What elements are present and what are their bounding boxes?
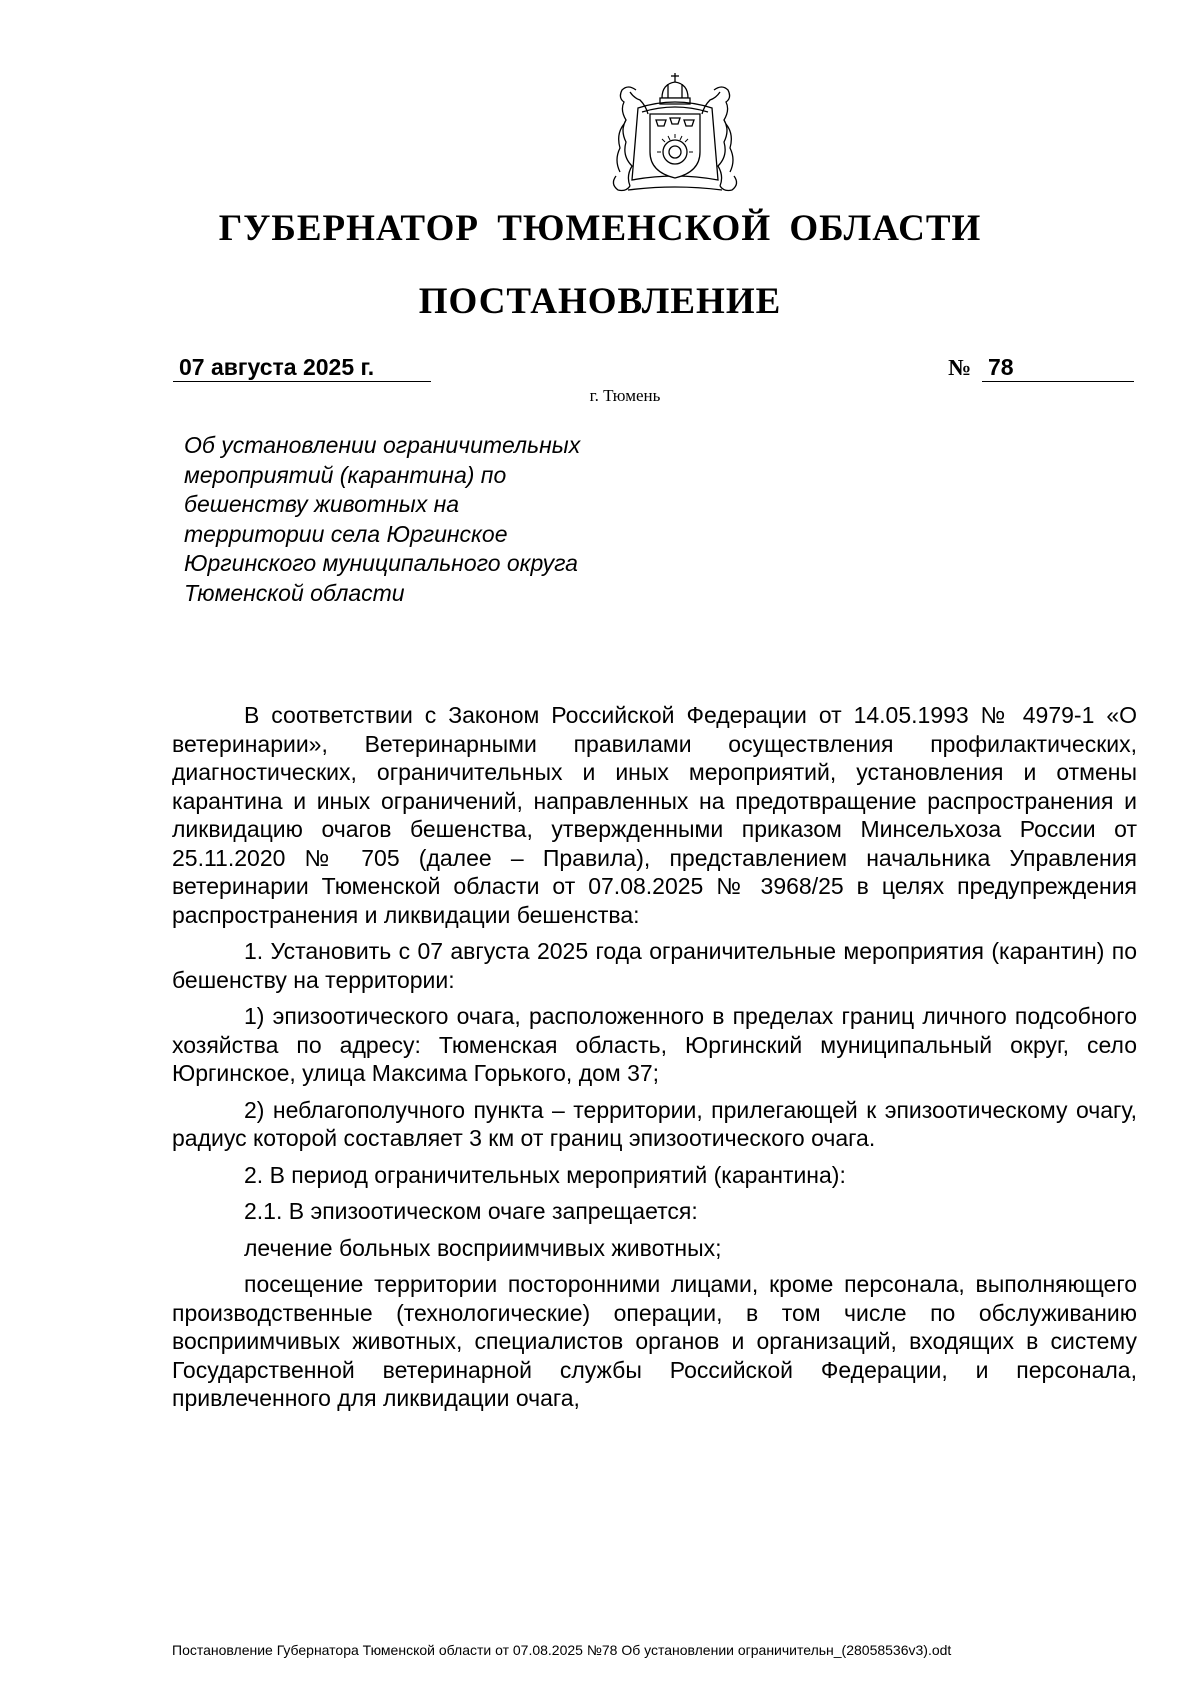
document-date: 07 августа 2025 г. — [173, 354, 431, 382]
subject-line: Юргинского муниципального округа — [184, 550, 578, 576]
body-paragraph: 1) эпизоотического очага, расположенного в пределах границ личного подсобного хозяйства по адресу: Тюменская область, Юргинский муниципальный округ, село Юргинское, улица Максима Горького, дом 37; — [172, 1003, 1137, 1086]
body-paragraph: лечение больных восприимчивых животных; — [244, 1234, 722, 1261]
document-subject — [184, 431, 654, 608]
file-footer: Постановление Губернатора Тюменской области от 07.08.2025 №78 Об установлении ограничительн_(28058536v3).odt — [172, 1642, 952, 1658]
subject-line: территории села Юргинское — [184, 520, 508, 547]
authority-title: ГУБЕРНАТОР ТЮМЕНСКОЙ ОБЛАСТИ — [218, 208, 982, 249]
document-type-title: ПОСТАНОВЛЕНИЕ — [418, 281, 782, 322]
body-paragraph: 2.1. В эпизоотическом очаге запрещается: — [244, 1198, 698, 1224]
subject-line: Об установлении ограничительных — [184, 432, 581, 458]
subject-line: мероприятий (карантина) по — [184, 461, 507, 488]
number-sign: № — [948, 355, 972, 380]
issue-city: г. Тюмень — [589, 386, 661, 405]
subject-line: бешенству животных на — [184, 491, 460, 517]
body-paragraph: 1. Установить с 07 августа 2025 года ограничительные мероприятия (карантин) по бешенству на территории: — [172, 938, 1137, 993]
body-paragraph: 2. В период ограничительных мероприятий (карантина): — [244, 1161, 846, 1188]
document-number: 78 — [982, 354, 1134, 382]
body-paragraph: 2) неблагополучного пункта – территории, прилегающей к эпизоотическому очагу, радиус которой составляет 3 км от границ эпизоотического очага. — [172, 1096, 1137, 1151]
coat-of-arms-icon — [590, 68, 760, 198]
document-body — [172, 701, 1137, 1421]
body-paragraph: посещение территории посторонними лицами, кроме персонала, выполняющего производственные (технологические) операции, в том числе по обслуживанию восприимчивых животных, специалистов органов и организаций, входящих в систему Государственной ветеринарной службы Российской Федерации, и персонала, привлеченного для ликвидации очага, — [172, 1271, 1137, 1411]
preamble-paragraph: В соответствии с Законом Российской Федерации от 14.05.1993 № 4979-1 «О ветеринарии», Ветеринарными правилами осуществления профилактических, диагностических, ограничительных и иных мероприятий, установления и отмены карантина и иных ограничений, направленных на предотвращение распространения и ликвидацию очагов бешенства, утвержденными приказом Минсельхоза России от 25.11.2020 № 705 (далее – Правила), представлением начальника Управления ветеринарии Тюменской области от 07.08.2025 № 3968/25 в целях предупреждения распространения и ликвидации бешенства: — [172, 702, 1137, 928]
subject-line: Тюменской области — [184, 579, 405, 606]
